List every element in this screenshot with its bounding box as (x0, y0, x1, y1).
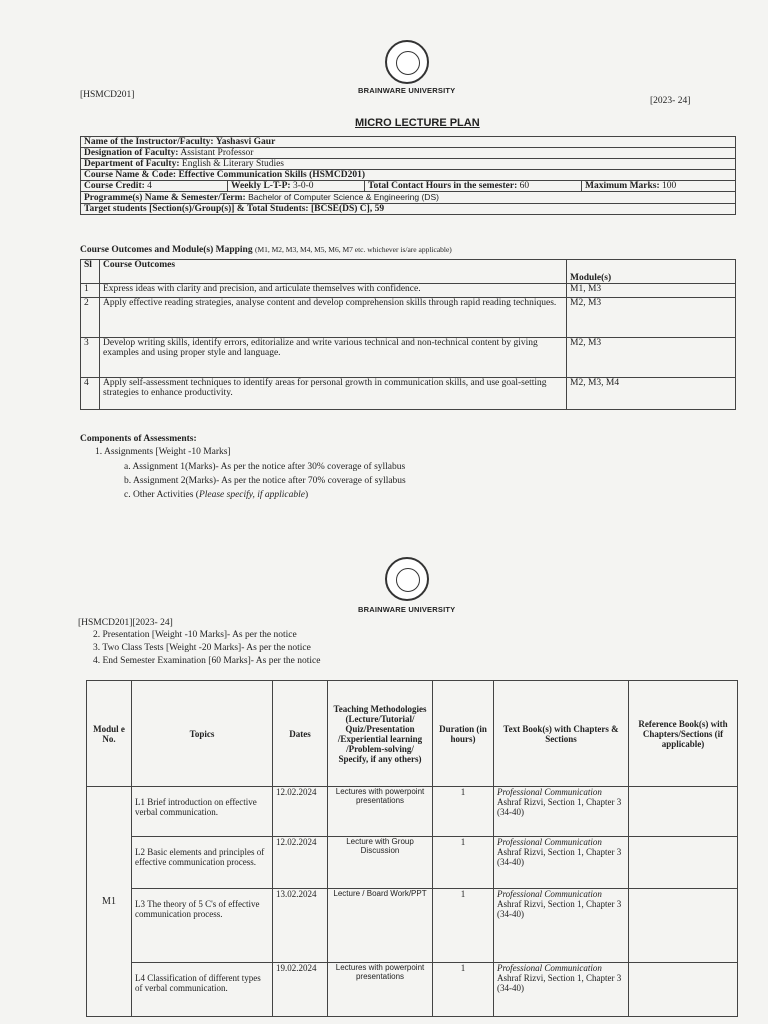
table-row: L3 The theory of 5 C's of effective communication process. 13.02.2024 Lecture / Board Work/PPT 1 Professional Communication Ashraf Rizvi, Section 1, Chapter 3 (34-40) (87, 889, 738, 963)
outcomes-text-header: Course Outcomes (100, 260, 567, 284)
assessment-item: 4. End Semester Examination [60 Marks]- As per the notice (93, 656, 321, 666)
ltp-cell: Weekly L-T-P: 3-0-0 (228, 181, 365, 192)
instructor-name: Yashasvi Gaur (215, 137, 276, 147)
hours-cell: Total Contact Hours in the semester: 60 (365, 181, 582, 192)
faculty-info-table (80, 136, 736, 215)
outcomes-module-header: Module(s) (567, 260, 736, 284)
course-code-tag: [HSMCD201][2023- 24] (78, 618, 173, 628)
methodology-header: Teaching Methodologies (Lecture/Tutorial/ Quiz/Presentation /Experiential learning /Problem-solving/ Specify, if any others) (328, 681, 433, 787)
outcome-row: 2 Apply effective reading strategies, analyse content and develop comprehension skills through rapid reading techniques. M2, M3 (81, 298, 736, 338)
programme-row: Programme(s) Name & Semester/Term: Bachelor of Computer Science & Engineering (DS) (81, 192, 736, 204)
course-code-tag: [HSMCD201] (80, 90, 135, 100)
department-row: Department of Faculty: English & Literary Studies (81, 159, 736, 170)
lecture-plan-table (86, 680, 738, 1017)
table-row: M1 L1 Brief introduction on effective verbal communication. 12.02.2024 Lectures with powerpoint presentations 1 Professional Communication Ashraf Rizvi, Section 1, Chapter 3 (34-40) (87, 787, 738, 837)
outcomes-sl-header: Sl (81, 260, 100, 284)
designation-row: Designation of Faculty: Assistant Professor (81, 148, 736, 159)
assessment-item: 2. Presentation [Weight -10 Marks]- As per the notice (93, 630, 297, 640)
duration-header: Duration (in hours) (433, 681, 494, 787)
topics-header: Topics (132, 681, 273, 787)
university-name: BRAINWARE UNIVERSITY (358, 605, 456, 614)
marks-cell: Maximum Marks: 100 (582, 181, 736, 192)
outcome-row: 3 Develop writing skills, identify errors, editorialize and write various technical and non-technical content by giving examples and using proper style and language. M2, M3 (81, 338, 736, 378)
university-name: BRAINWARE UNIVERSITY (358, 86, 456, 95)
instructor-row: Name of the Instructor/Faculty: Yashasvi Gaur (81, 137, 736, 148)
university-seal-logo (385, 40, 429, 84)
assessments-heading: Components of Assessments: (80, 434, 197, 444)
session-tag: [2023- 24] (650, 96, 691, 106)
assessment-item: 1. Assignments [Weight -10 Marks] (95, 447, 231, 457)
reference-header: Reference Book(s) with Chapters/Sections (if applicable) (629, 681, 738, 787)
credit-cell: Course Credit: 4 (81, 181, 228, 192)
dates-header: Dates (273, 681, 328, 787)
outcomes-table (80, 259, 736, 410)
page-title: MICRO LECTURE PLAN (355, 117, 480, 129)
outcomes-heading: Course Outcomes and Module(s) Mapping (M1, M2, M3, M4, M5, M6, M7 etc. whichever is/are applicable) (80, 245, 452, 255)
outcome-row: 4 Apply self-assessment techniques to identify areas for personal growth in communication skills, and use goal-setting strategies to enhance productivity. M2, M3, M4 (81, 378, 736, 410)
course-row: Course Name & Code: Effective Communication Skills (HSMCD201) (81, 170, 736, 181)
assessment-subitem: c. Other Activities (Please specify, if applicable) (124, 490, 309, 500)
assessment-item: 3. Two Class Tests [Weight -20 Marks]- As per the notice (93, 643, 311, 653)
module-header: Modul e No. (87, 681, 132, 787)
textbook-header: Text Book(s) with Chapters & Sections (494, 681, 629, 787)
target-row: Target students [Section(s)/Group(s)] & Total Students: [BCSE(DS) C], 59 (81, 204, 736, 215)
assessment-subitem: a. Assignment 1(Marks)- As per the notice after 30% coverage of syllabus (124, 462, 406, 472)
university-seal-logo (385, 557, 429, 601)
table-row: L4 Classification of different types of verbal communication. 19.02.2024 Lectures with powerpoint presentations 1 Professional Communication Ashraf Rizvi, Section 1, Chapter 3 (34-40) (87, 963, 738, 1017)
assessment-subitem: b. Assignment 2(Marks)- As per the notice after 70% coverage of syllabus (124, 476, 406, 486)
outcome-row: 1 Express ideas with clarity and precision, and articulate themselves with confidence. M1, M3 (81, 284, 736, 298)
module-cell: M1 (87, 787, 132, 1017)
table-row: L2 Basic elements and principles of effective communication process. 12.02.2024 Lecture with Group Discussion 1 Professional Communication Ashraf Rizvi, Section 1, Chapter 3 (34-40) (87, 837, 738, 889)
